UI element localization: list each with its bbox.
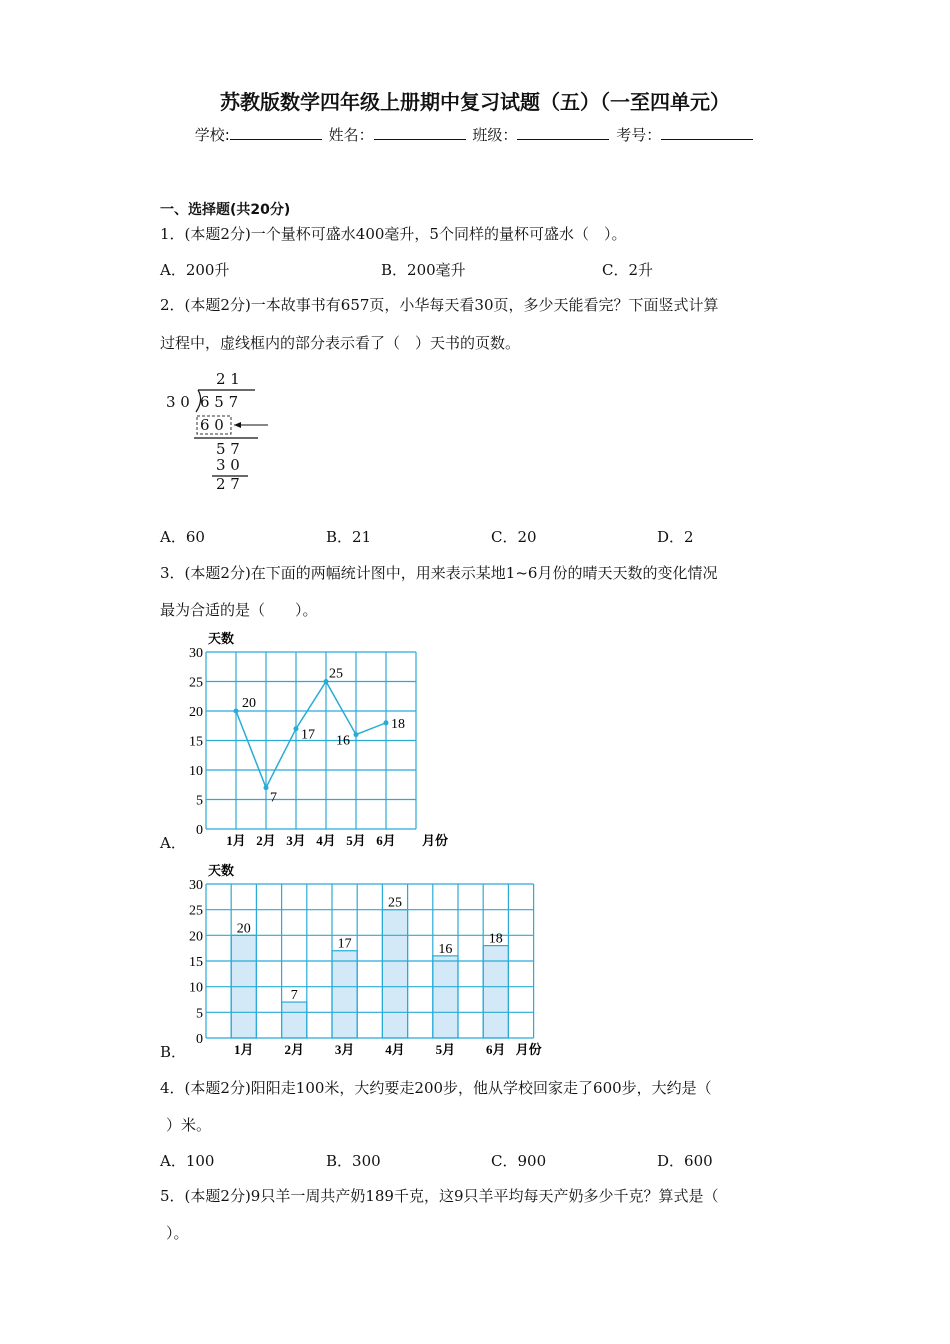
x-tick-label: 6月 [376,833,396,848]
y-axis-label: 天数 [208,863,235,878]
y-tick-label: 30 [189,646,203,661]
question-3-line2: 最为合适的是（ ）。 [160,601,318,619]
q4-option-c: C．900 [491,1152,547,1170]
x-axis-label: 月份 [515,1042,542,1057]
y-axis-label: 天数 [208,631,235,646]
y-tick-label: 30 [189,878,203,893]
name-field[interactable] [374,125,466,140]
bar-6 [483,946,508,1038]
y-tick-label: 20 [189,705,203,720]
partial-product-2: 3 0 [216,456,240,474]
question-2-line2: 过程中，虚线框内的部分表示看了（ ）天书的页数。 [160,334,521,352]
exam-number-field[interactable] [661,125,753,140]
y-tick-label: 10 [189,764,203,779]
bar-5 [433,956,458,1038]
y-tick-label: 15 [189,734,203,750]
divisor: 3 0 [166,393,190,411]
y-tick-label: 15 [189,955,203,970]
data-label: 16 [438,941,453,957]
line-chart-option-a [160,630,460,860]
question-2-line1: 2．(本题2分)一本故事书有657页，小华每天看30页，多少天能看完？下面竖式计算 [160,296,719,314]
data-point-1 [234,709,239,714]
q4-option-b: B．300 [326,1152,381,1170]
q4-option-d: D．600 [657,1152,713,1170]
data-label: 17 [337,936,352,952]
bar-4 [382,910,407,1038]
q3-option-b-label: B． [160,1043,187,1061]
x-tick-label: 1月 [234,1042,254,1057]
x-axis-label: 月份 [422,833,449,848]
data-point-3 [294,726,299,731]
q4-option-a: A．100 [160,1152,215,1170]
question-3-line1: 3．(本题2分)在下面的两幅统计图中，用来表示某地1~6月份的晴天天数的变化情况 [160,564,718,582]
y-tick-label: 20 [189,929,203,945]
y-tick-label: 5 [196,1006,203,1022]
q2-option-b: B．21 [326,528,372,546]
data-label: 25 [329,666,343,682]
data-point-6 [384,720,389,725]
y-tick-label: 10 [189,980,203,996]
name-label: 姓名： [328,126,374,144]
class-field[interactable] [517,125,609,140]
y-tick-label: 5 [196,793,203,809]
question-4-line2: ）米。 [166,1116,212,1134]
data-label: 17 [301,727,315,743]
q2-option-c: C．20 [491,528,537,546]
question-5-line2: ）。 [166,1224,189,1242]
data-label: 16 [336,733,350,749]
y-tick-label: 25 [189,675,203,691]
x-tick-label: 5月 [435,1042,456,1057]
q1-option-a: A．200升 [160,261,230,279]
x-tick-label: 1月 [226,833,246,848]
x-tick-label: 2月 [256,833,276,848]
q2-option-d: D．2 [657,528,694,546]
class-label: 班级： [472,126,518,144]
y-tick-label: 25 [189,903,203,919]
data-point-2 [264,785,269,790]
x-tick-label: 2月 [284,1042,304,1057]
data-label: 20 [236,921,251,937]
x-tick-label: 5月 [346,833,366,848]
school-label: 学校: [194,126,230,144]
data-point-4 [324,679,329,684]
data-label: 7 [290,988,298,1004]
remainder-2: 2 7 [216,475,240,493]
q3-option-a-label: A． [160,834,186,852]
data-point-5 [354,732,359,737]
partial-product-boxed: 6 0 [200,416,224,434]
q1-option-c: C．2升 [602,261,654,279]
y-tick-label: 0 [196,1032,203,1047]
data-label: 25 [388,895,402,911]
quotient: 2 1 [216,370,240,388]
data-label: 18 [488,931,503,947]
question-1: 1．(本题2分)一个量杯可盛水400毫升，5个同样的量杯可盛水（ ）。 [160,225,627,243]
exam-number-label: 考号： [616,126,662,144]
data-label: 18 [391,716,405,732]
y-tick-label: 0 [196,823,203,838]
x-tick-label: 4月 [385,1042,405,1057]
section-heading: 一、选择题(共20分) [160,202,291,218]
x-tick-label: 4月 [316,833,336,848]
bar-chart-option-b [160,862,560,1062]
page-title: 苏教版数学四年级上册期中复习试题（五）（一至四单元） [220,90,730,114]
bar-3 [332,951,357,1038]
dividend: 6 5 7 [200,393,239,411]
question-5-line1: 5．(本题2分)9只羊一周共产奶189千克，这9只羊平均每天产奶多少千克？算式是（ [160,1187,719,1205]
data-label: 7 [270,790,277,806]
x-tick-label: 3月 [334,1042,355,1057]
q2-option-a: A．60 [160,528,205,546]
question-4-line1: 4．(本题2分)阳阳走100米，大约要走200步，他从学校回家走了600步，大约是（ [160,1079,712,1097]
long-division-figure [160,368,280,498]
q1-option-b: B．200毫升 [381,261,466,279]
remainder-1: 5 7 [216,440,240,458]
school-field[interactable] [230,125,322,140]
x-tick-label: 6月 [486,1042,506,1057]
student-info-line [0,124,950,145]
x-tick-label: 3月 [286,833,306,848]
data-label: 20 [242,696,256,711]
bar-2 [282,1002,307,1038]
